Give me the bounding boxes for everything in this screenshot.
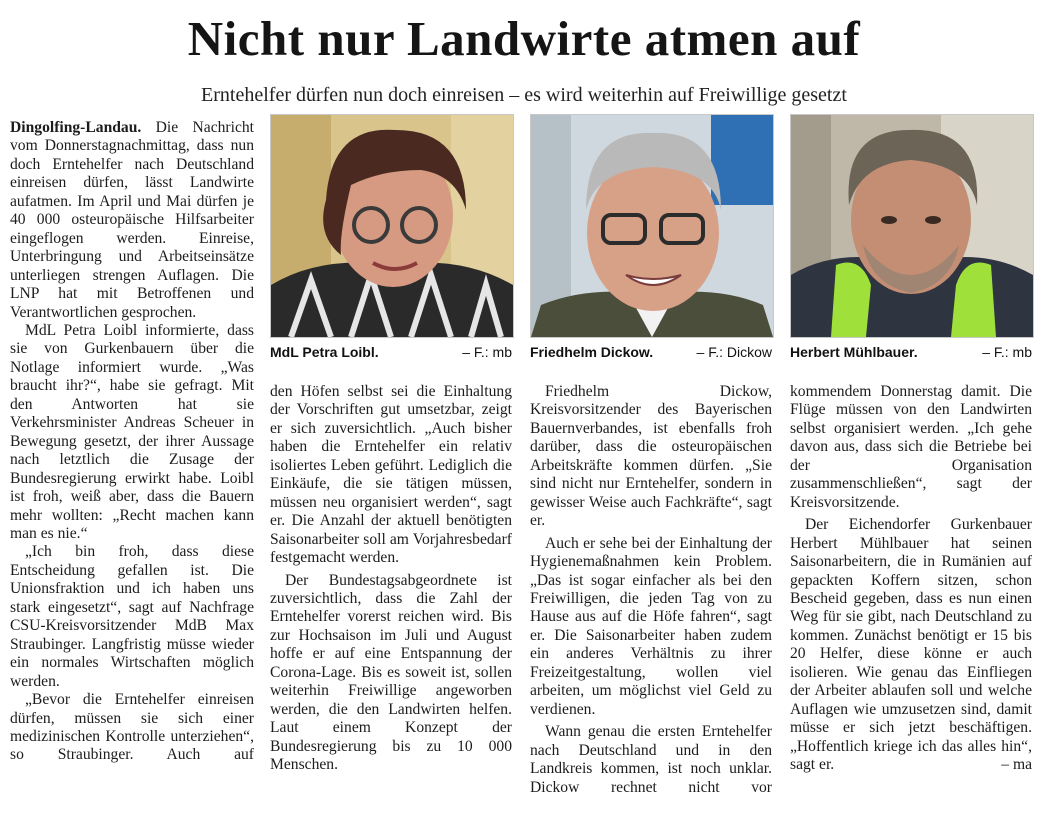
paragraph: kommendem Donnerstag damit. Die Flüge müssen von den Landwirten selbst organisiert werden. „Ich gehe davon aus, dass sich die Betriebe bei der Organisation zusammenschließen“, sagt der Kreisvorsitzende. [790,383,1032,511]
subheadline: Erntehelfer dürfen nun doch einreisen – es wird weiterhin auf Freiwillige gesetzt [201,84,847,106]
caption-name: MdL Petra Loibl. [270,344,379,360]
text-column-4 [790,383,1032,775]
photo-petra-loibl [270,114,514,338]
author-signature: – ma [1001,756,1032,774]
paragraph: MdL Petra Loibl informierte, dass sie von Gurkenbauern über die Notlage informiert wurde. „Was braucht ihr?“, habe sie gefragt. Mit den Antworten hat sie Verkehrsminister Andreas Scheuer in Bewegung gesetzt, der ihrer Aussage nach letztlich die Zusage der Bundesregierung erwirkt habe. Loibl ist froh, weiß aber, dass die Bauern mehr wollten: „Recht machen kann man es nie.“ [10,321,254,542]
paragraph: „Bevor die Erntehelfer einreisen dürfen, müssen sie sich einer medizinischen Kontrolle unterziehen“, so Straubinger. Auch auf [10,691,254,764]
photo-friedhelm-dickow [530,114,774,338]
caption-name: Herbert Mühlbauer. [790,344,918,360]
caption-credit: – F.: mb [982,344,1032,360]
photo-caption-muehlbauer [790,342,1032,362]
paragraph: Auch er sehe bei der Einhaltung der Hygienemaßnahmen kein Problem. „Das ist sogar einfacher als bei den Freiwilligen, die jeden Tag von zu Hause aus auf die Höfe fahren“, sagt er. Die Saisonarbeiter haben zudem ein anderes Verhältnis zu ihrer Freizeitgestaltung, wollen viel arbeiten, um möglichst viel Geld zu verdienen. [530,534,772,718]
photo-herbert-muehlbauer [790,114,1034,338]
headline: Nicht nur Landwirte atmen auf [187,11,861,66]
paragraph: Friedhelm Dickow, Kreisvorsitzender des Bayerischen Bauernverbandes, ist ebenfalls froh darüber, dass die osteuropäischen Arbeitskräfte kommen dürfen. „Sie sind nicht nur Erntehelfer, sondern in gewisser Weise auch Fachkräfte“, sagt er. [530,383,772,530]
photo-caption-loibl [270,342,512,362]
paragraph: Dingolfing-Landau. Die Nachricht vom Donnerstagnachmittag, dass nun doch Erntehelfer nach Deutschland einreisen dürfen, lässt Landwirte aufatmen. Im April und Mai dürfen je 40 000 osteuropäische Hilfsarbeiter eingeflogen werden. Einreise, Unterbringung und Arbeitseinsätze unterliegen strengen Auflagen. Die LNP hat mit Betroffenen und Verantwortlichen gesprochen. [10,119,254,321]
caption-credit: – F.: mb [462,344,512,360]
paragraph: Der Bundestagsabgeordnete ist zuversichtlich, dass die Zahl der Erntehelfer vorerst reichen wird. Bis zur Hochsaison im Juli und August hoffe er auf eine Entspannung der Corona-Lage. Bis es soweit ist, sollen weiterhin Freiwillige angeworben werden, die den Landwirten helfen. Laut einem Konzept der Bundesregierung bis zu 10 000 Menschen. [270,571,512,774]
text-column-3 [530,383,772,797]
text-column-1 [10,119,254,765]
text-column-2 [270,383,512,775]
dateline: Dingolfing-Landau. [10,119,142,136]
paragraph: „Ich bin froh, dass diese Entscheidung gefallen ist. Die Unionsfraktion und ich haben uns stark eingesetzt“, sagt auf Nachfrage CSU-Kreisvorsitzender MdB Max Straubinger. Langfristig müsse wieder ein normales Wirtschaften möglich werden. [10,543,254,690]
paragraph: Wann genau die ersten Erntehelfer nach Deutschland und in den Landkreis kommen, ist noch unklar. Dickow rechnet nicht vor [530,723,772,796]
photo-caption-dickow [530,342,772,362]
caption-name: Friedhelm Dickow. [530,344,654,360]
paragraph: Der Eichendorfer Gurkenbauer Herbert Mühlbauer hat seinen Saisonarbeitern, die in Rumänien auf gepackten Koffern sitzen, schon Bescheid gegeben, dass es nun einen Weg für sie gibt, nach Deutschland zu kommen. Zunächst benötigt er 15 bis 20 Helfer, diese könne er auch isolieren. Wie genau das Einfliegen der Arbeiter ablaufen soll und welche Auflagen wie umzusetzen sind, damit müsse er sich jetzt beschäftigen. „Hoffentlich kriege ich das alles hin“, sagt er. – ma [790,516,1032,774]
caption-credit: – F.: Dickow [696,344,772,360]
paragraph: den Höfen selbst sei die Einhaltung der Vorschriften gut umsetzbar, zeigt er sich zuversichtlich. „Auch bisher haben die Erntehelfer ein relativ isoliertes Leben geführt. Lediglich die Einkäufe, die sie tätigen müssen, müssen neu organisiert werden“, sagt er. Die Anzahl der aktuell benötigten Saisonarbeiter soll am Vorjahresbedarf festgemacht werden. [270,383,512,567]
